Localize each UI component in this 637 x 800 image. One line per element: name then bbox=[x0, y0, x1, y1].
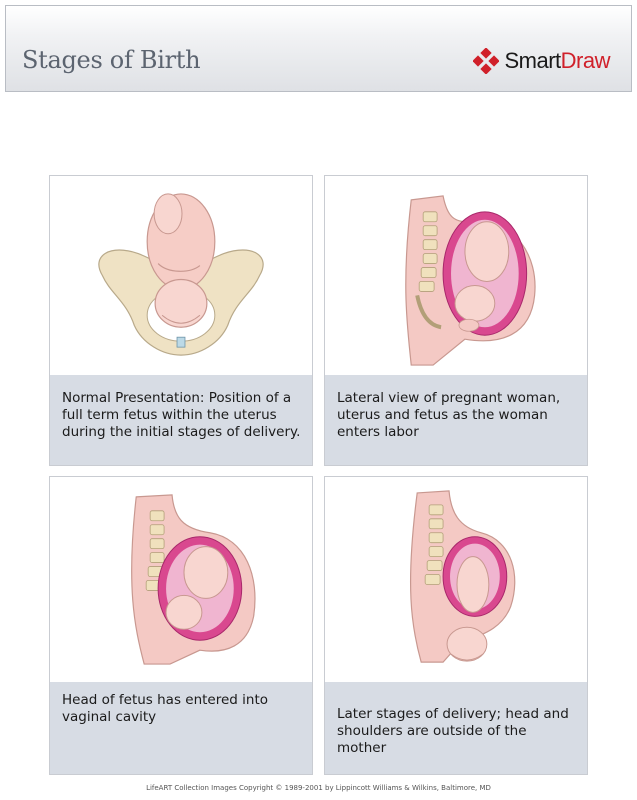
stage-caption: Lateral view of pregnant woman, uterus and fetus as the woman enters labor bbox=[325, 375, 587, 465]
lateral-pregnancy-illustration bbox=[325, 176, 587, 375]
copyright-footer: LifeART Collection Images Copyright © 1989-2001 by Lippincott Williams & Wilkins, Baltimore, MD bbox=[146, 784, 491, 792]
stage-caption: Normal Presentation: Position of a full term fetus within the uterus during the initial stages of delivery. bbox=[50, 375, 312, 465]
stage-card-3 bbox=[49, 476, 313, 775]
page-title: Stages of Birth bbox=[22, 46, 201, 74]
later-delivery-illustration bbox=[325, 477, 587, 682]
stage-card-2 bbox=[324, 175, 588, 466]
smartdraw-logo bbox=[473, 46, 610, 76]
stage-card-1 bbox=[49, 175, 313, 466]
head-engaged-illustration bbox=[50, 477, 312, 682]
logo-text: SmartDraw bbox=[504, 48, 610, 73]
page-header bbox=[5, 5, 632, 92]
stage-caption: Later stages of delivery; head and shoulders are outside of the mother bbox=[325, 682, 587, 774]
smartdraw-diamond-icon bbox=[473, 48, 499, 74]
stage-caption: Head of fetus has entered into vaginal cavity bbox=[50, 682, 312, 774]
pelvis-fetus-illustration bbox=[50, 176, 312, 375]
stage-card-4 bbox=[324, 476, 588, 775]
